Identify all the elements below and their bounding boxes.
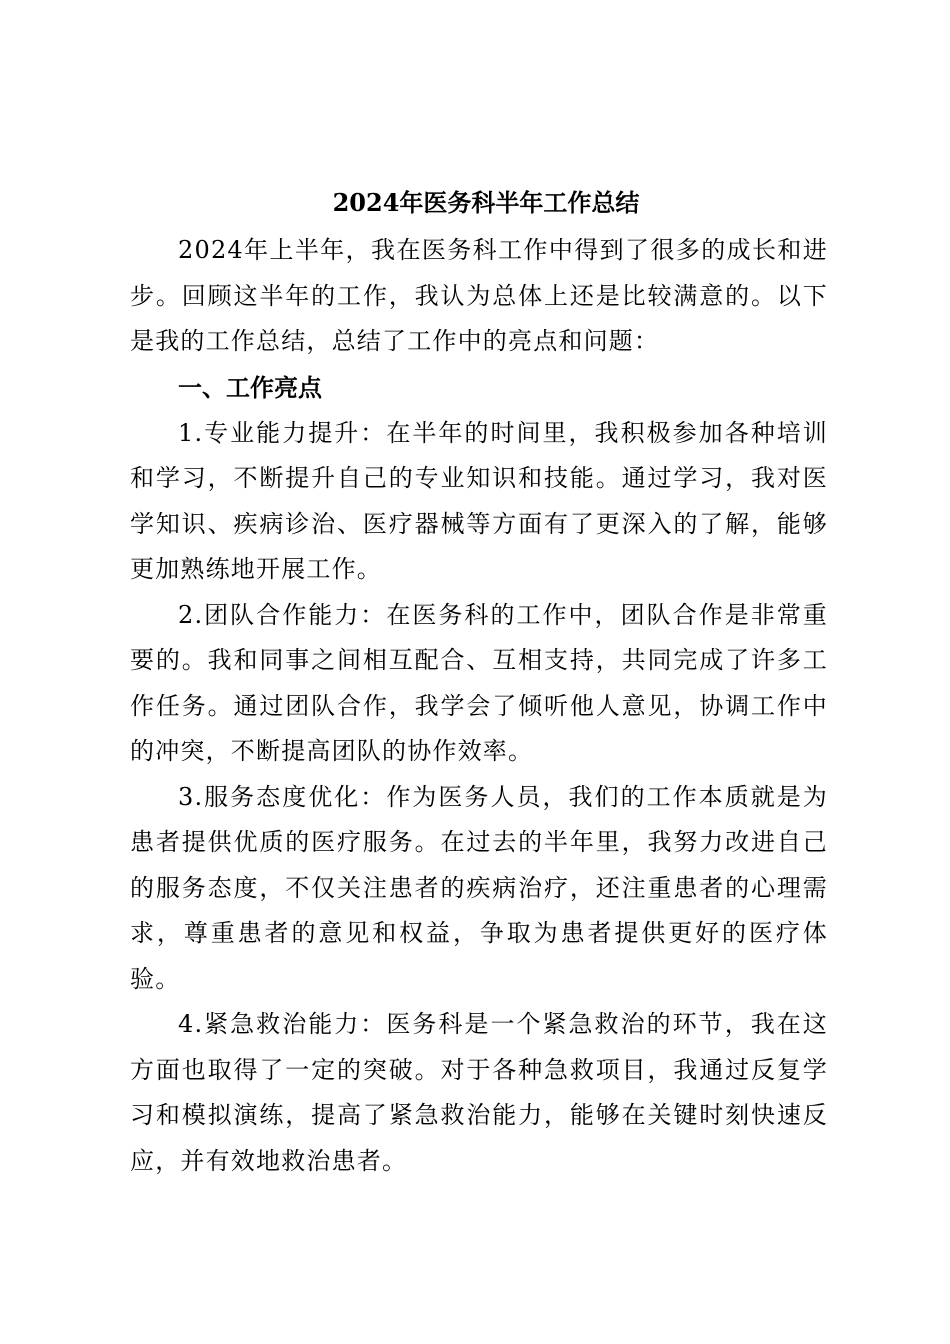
document-body: [130, 178, 828, 1184]
document-title: 2024年医务科半年工作总结: [332, 188, 640, 217]
highlight-item-4: 4.紧急救治能力：医务科是一个紧急救治的环节，我在这方面也取得了一定的突破。对于各种急救项目，我通过反复学习和模拟演练，提高了紧急救治能力，能够在关键时刻快速反应，并有效地救治患者。: [130, 1010, 828, 1175]
highlight-item-3: 3.服务态度优化：作为医务人员，我们的工作本质就是为患者提供优质的医疗服务。在过去的半年里，我努力改进自己的服务态度，不仅关注患者的疾病治疗，还注重患者的心理需求，尊重患者的意见和权益，争取为患者提供更好的医疗体验。: [130, 782, 828, 993]
highlight-item-1: 1.专业能力提升：在半年的时间里，我积极参加各种培训和学习，不断提升自己的专业知识和技能。通过学习，我对医学知识、疾病诊治、医疗器械等方面有了更深入的了解，能够更加熟练地开展工作。: [130, 418, 828, 583]
highlight-item-2: 2.团队合作能力：在医务科的工作中，团队合作是非常重要的。我和同事之间相互配合、互相支持，共同完成了许多工作任务。通过团队合作，我学会了倾听他人意见，协调工作中的冲突，不断提高团队的协作效率。: [130, 600, 828, 765]
section-heading-highlights: 一、工作亮点: [178, 373, 322, 402]
intro-paragraph: 2024年上半年，我在医务科工作中得到了很多的成长和进步。回顾这半年的工作，我认为总体上还是比较满意的。以下是我的工作总结，总结了工作中的亮点和问题：: [130, 236, 828, 355]
